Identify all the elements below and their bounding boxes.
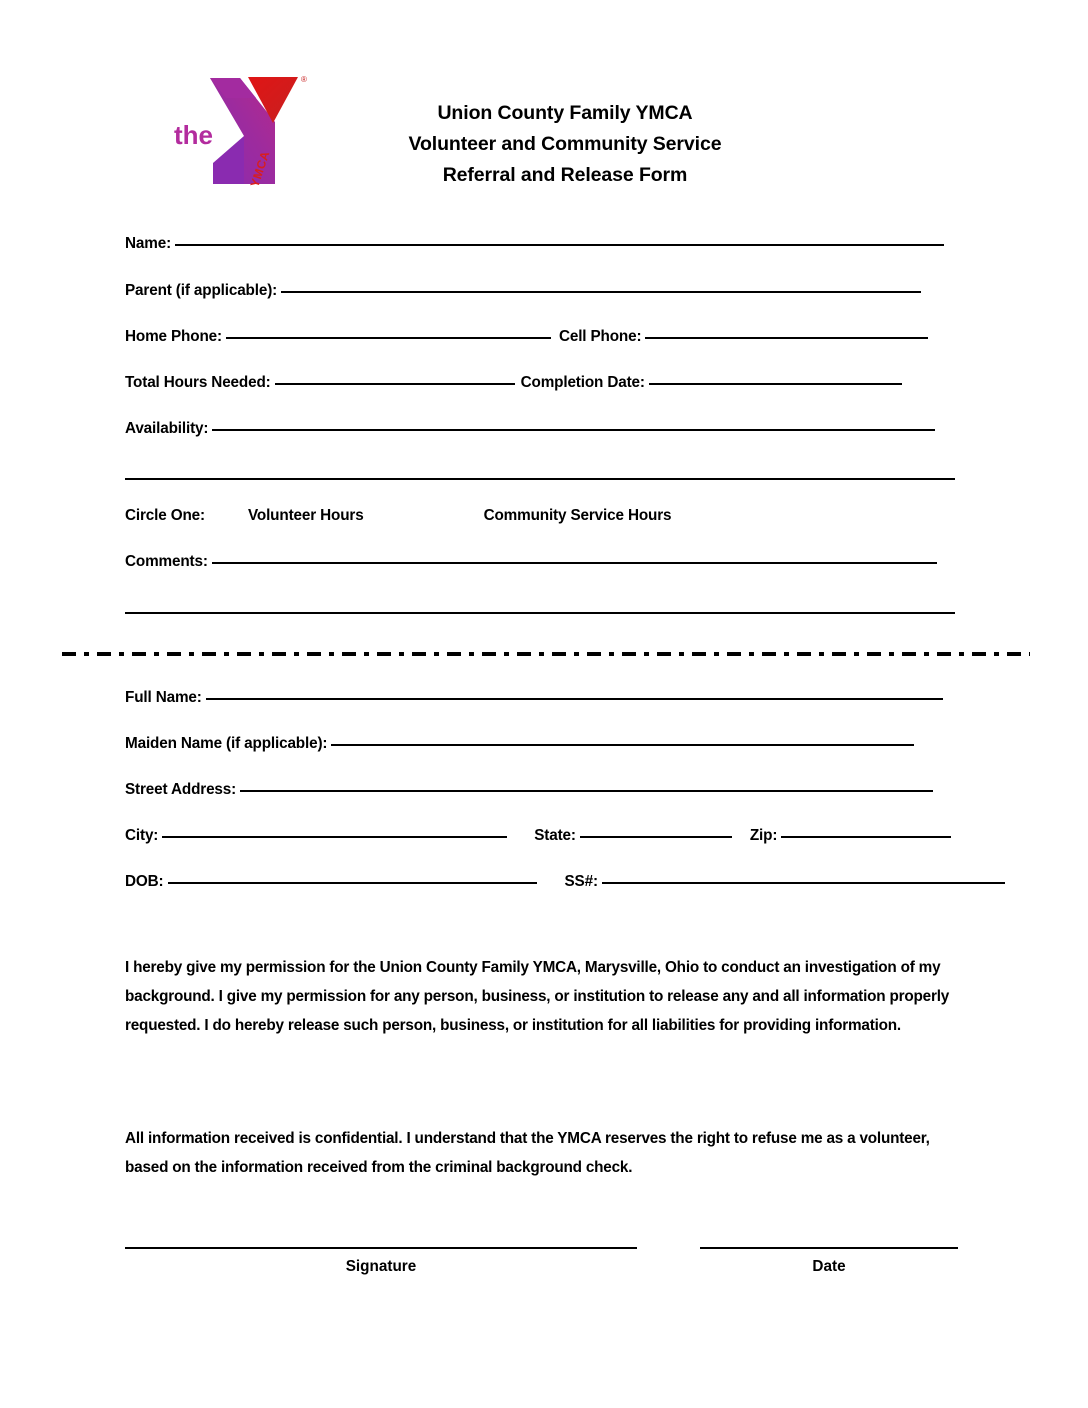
parent-input-line[interactable]	[281, 291, 921, 293]
home-phone-label: Home Phone:	[125, 328, 222, 345]
city-input-line[interactable]	[162, 836, 507, 838]
state-input-line[interactable]	[580, 836, 732, 838]
title-line-1: Union County Family YMCA	[437, 102, 693, 124]
total-hours-input-line[interactable]	[275, 383, 515, 385]
date-input-line[interactable]	[700, 1247, 958, 1249]
maiden-name-label: Maiden Name (if applicable):	[125, 735, 328, 752]
option-volunteer-hours[interactable]: Volunteer Hours	[247, 507, 364, 524]
dob-input-line[interactable]	[168, 882, 537, 884]
name-label: Name:	[125, 235, 172, 252]
title-line-3: Referral and Release Form	[442, 164, 688, 186]
comments-label: Comments:	[125, 553, 208, 570]
ssn-input-line[interactable]	[602, 882, 1005, 884]
ssn-label: SS#:	[564, 873, 598, 890]
field-home-phone	[125, 328, 928, 346]
completion-date-label: Completion Date:	[520, 374, 645, 391]
availability-input-line[interactable]	[212, 429, 935, 431]
field-availability	[125, 420, 935, 438]
field-street-address	[125, 781, 933, 799]
availability-input-line-2[interactable]	[125, 478, 955, 480]
logo-the-text: the	[174, 120, 213, 150]
parent-label: Parent (if applicable):	[125, 282, 278, 299]
maiden-name-input-line[interactable]	[331, 744, 914, 746]
dob-label: DOB:	[125, 873, 164, 890]
registered-mark: ®	[301, 75, 307, 84]
state-label: State:	[534, 827, 576, 844]
logo-ymca-text: YMCA	[247, 149, 273, 189]
field-city-state-zip	[125, 827, 951, 845]
field-total-hours	[125, 374, 902, 392]
option-community-service-hours[interactable]: Community Service Hours	[483, 507, 672, 524]
full-name-input-line[interactable]	[206, 698, 943, 700]
comments-input-line-2[interactable]	[125, 612, 955, 614]
zip-label: Zip:	[749, 827, 778, 844]
date-label: Date	[812, 1258, 846, 1275]
street-address-label: Street Address:	[125, 781, 237, 798]
field-name	[125, 235, 944, 253]
signature-input-line[interactable]	[125, 1247, 637, 1249]
field-comments	[125, 553, 937, 571]
home-phone-input-line[interactable]	[226, 337, 551, 339]
city-label: City:	[125, 827, 159, 844]
availability-label: Availability:	[125, 420, 209, 437]
consent-paragraph-2: All information received is confidential. I understand that the YMCA reserves the right to refuse me as a volunteer, based on the information received from the criminal background check.	[125, 1130, 930, 1176]
field-full-name	[125, 689, 943, 707]
field-circle-one	[125, 507, 671, 525]
comments-input-line[interactable]	[212, 562, 937, 564]
full-name-label: Full Name:	[125, 689, 202, 706]
name-input-line[interactable]	[175, 244, 944, 246]
zip-input-line[interactable]	[781, 836, 951, 838]
cell-phone-label: Cell Phone:	[558, 328, 642, 345]
field-maiden-name	[125, 735, 914, 753]
total-hours-label: Total Hours Needed:	[125, 374, 271, 391]
completion-date-input-line[interactable]	[649, 383, 902, 385]
signature-label: Signature	[345, 1258, 417, 1275]
consent-paragraph-1: I hereby give my permission for the Union County Family YMCA, Marysville, Ohio to conduct an investigation of my background. I give my permission for any person, business, or institution to release any and all information properly requested. I do hereby release such person, business, or institution for all liabilities for providing information.	[125, 959, 950, 1034]
field-parent	[125, 282, 921, 300]
section-divider	[62, 652, 1030, 656]
cell-phone-input-line[interactable]	[645, 337, 928, 339]
circle-one-label: Circle One:	[125, 507, 205, 524]
street-address-input-line[interactable]	[240, 790, 933, 792]
field-dob-ssn	[125, 873, 1005, 891]
title-line-2: Volunteer and Community Service	[408, 133, 722, 155]
